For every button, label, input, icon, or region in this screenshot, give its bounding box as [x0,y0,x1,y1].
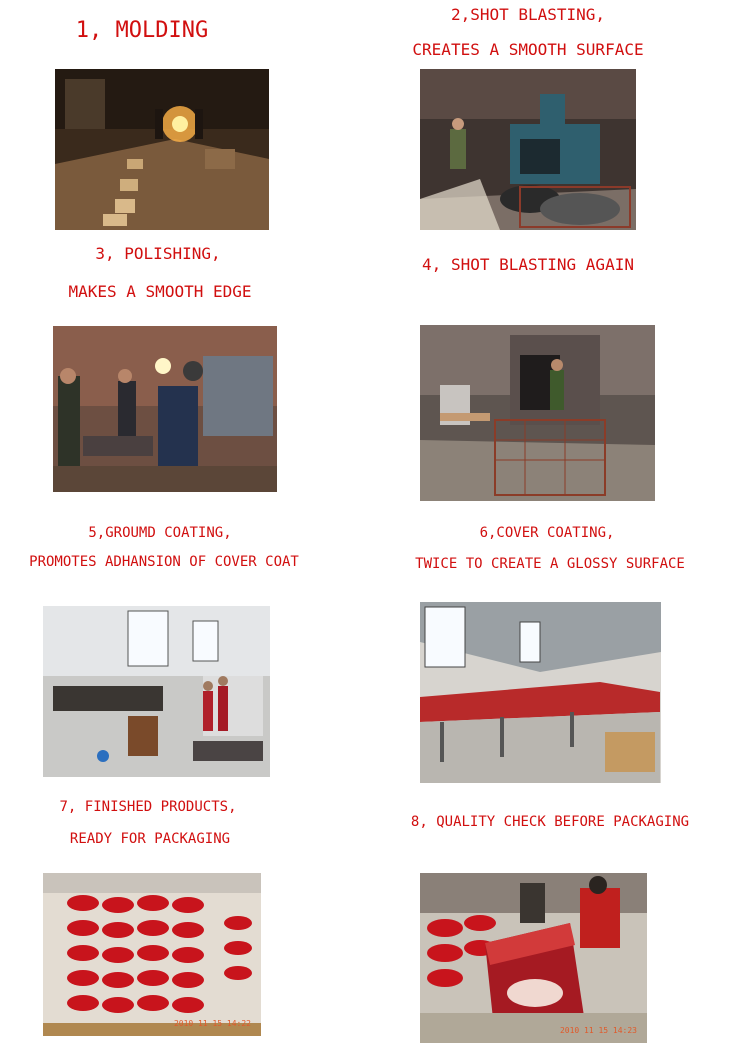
step-2-title-line-1: 2,SHOT BLASTING, [450,5,606,24]
step-1-title: 1, MOLDING [75,18,209,43]
finished-products-photo [43,873,261,1036]
step-6-title-line-1: 6,COVER COATING, [479,525,615,541]
photo-date-stamp: 2010 11 15 14:22 [173,1019,251,1028]
step-4-title: 4, SHOT BLASTING AGAIN [422,255,634,274]
cover-coating-line-photo [420,602,661,783]
step-5-title-line-2: PROMOTES ADHANSION OF COVER COAT [29,554,299,570]
step-6-title-line-2: TWICE TO CREATE A GLOSSY SURFACE [415,556,685,572]
step-3-title-line-2: MAKES A SMOOTH EDGE [68,282,252,301]
step-3-title-line-1: 3, POLISHING, [95,244,221,263]
molding-workshop-photo [55,69,269,230]
shot-blasting-again-photo [420,325,655,501]
polishing-workers-photo [53,326,277,492]
shot-blasting-machine-photo [420,69,636,230]
step-8-title: 8, QUALITY CHECK BEFORE PACKAGING [410,814,690,830]
step-7-title-line-2: READY FOR PACKAGING [69,831,231,847]
ground-coating-photo [43,606,270,777]
quality-check-photo [420,873,647,1043]
photo-date-stamp: 2010 11 15 14:23 [559,1026,637,1035]
step-2-title-line-2: CREATES A SMOOTH SURFACE [412,40,644,59]
step-5-title-line-1: 5,GROUMD COATING, [88,525,232,541]
step-7-title-line-1: 7, FINISHED PRODUCTS, [59,799,237,815]
